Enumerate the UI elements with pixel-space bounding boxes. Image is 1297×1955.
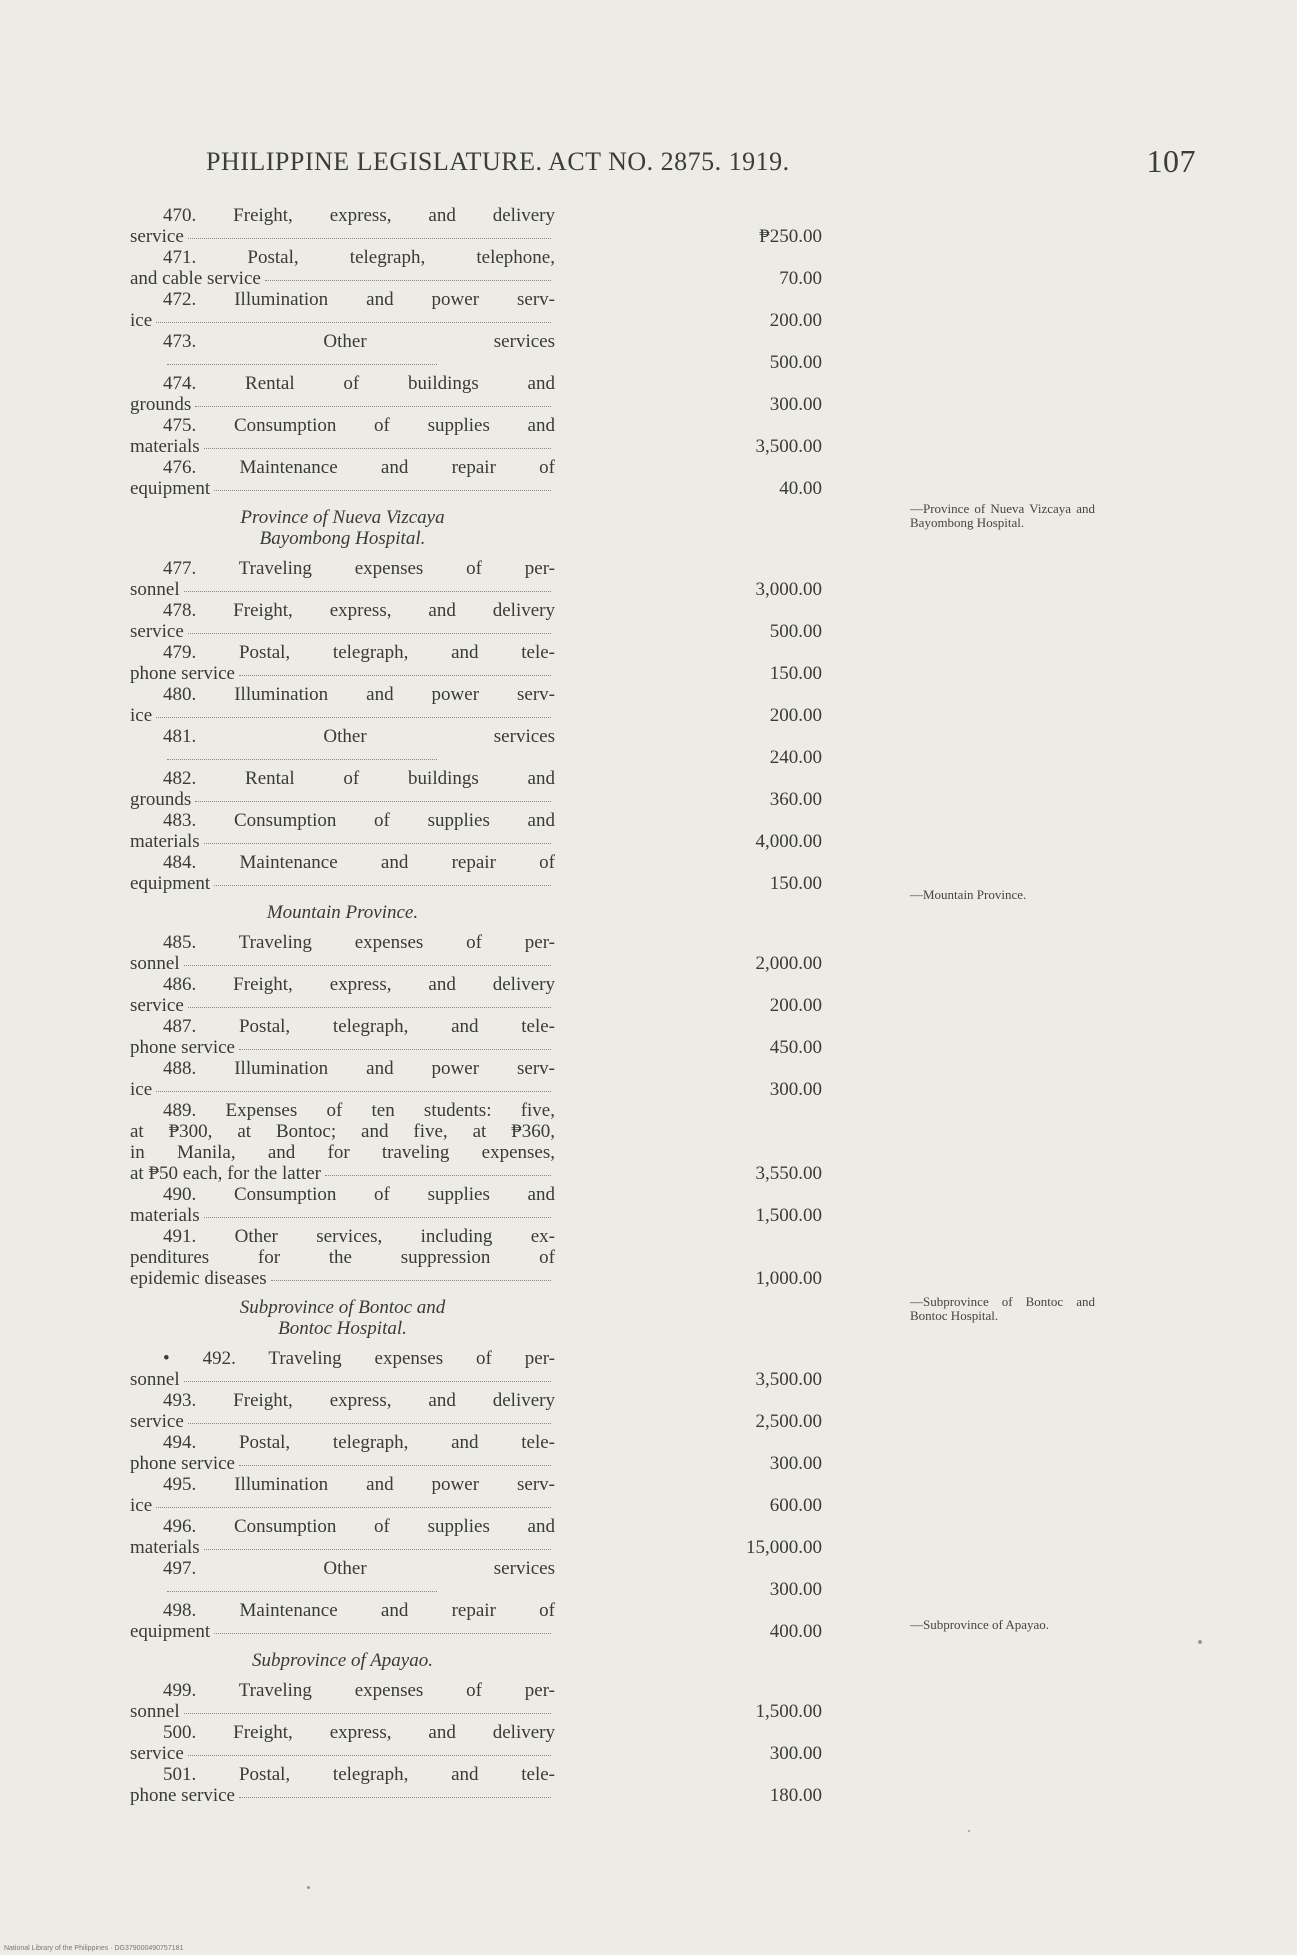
item-line [130,1764,555,1785]
item-line [130,247,555,268]
item-line-text: 479. Postal, telegraph, and tele- [163,642,555,663]
item-line [130,684,555,705]
item-amount: 150.00 [769,663,822,684]
item-line [130,558,555,579]
item-line [130,1495,555,1516]
appropriation-item [130,1558,830,1600]
section-heading-line: Province of Nueva Vizcaya [240,507,445,528]
item-amount: 2,500.00 [755,1411,822,1432]
item-line [130,705,555,726]
item-line-text: ice [130,705,153,726]
section-heading-line: Mountain Province. [266,902,419,923]
appropriation-item [130,1348,830,1390]
item-line-text: 487. Postal, telegraph, and tele- [163,1016,555,1037]
item-line-text: 473. Other services [163,331,555,352]
item-line-text: equipment [130,1621,211,1642]
item-description [130,1058,555,1100]
item-amount: 70.00 [779,268,822,289]
dot-leader [184,1713,551,1714]
item-line-text: 476. Maintenance and repair of [163,457,555,478]
item-line [130,579,555,600]
item-line-text: ice [130,1495,153,1516]
item-line [130,1037,555,1058]
item-line [130,932,555,953]
item-line-text: in Manila, and for traveling expenses, [130,1142,555,1163]
item-amount: 300.00 [769,1453,822,1474]
appropriation-item [130,1680,830,1722]
item-amount: 300.00 [769,1743,822,1764]
dot-leader [167,1591,437,1592]
appropriation-item [130,1764,830,1806]
item-line-text: service [130,995,184,1016]
item-description [130,1600,555,1642]
item-line [130,789,555,810]
item-description [130,684,555,726]
item-description [130,1348,555,1390]
appropriation-item [130,1390,830,1432]
item-amount: 3,500.00 [755,1369,822,1390]
item-line [130,974,555,995]
dot-leader [195,406,551,407]
item-line-text: 478. Freight, express, and delivery [163,600,555,621]
item-line-text: sonnel [130,1701,180,1722]
dot-leader [156,322,551,323]
item-line [130,1247,555,1268]
item-line [130,852,555,873]
item-line [130,415,555,436]
item-description [130,1764,555,1806]
running-header [206,143,1196,183]
item-line-text: materials [130,1205,200,1226]
item-line [130,457,555,478]
item-line [130,642,555,663]
item-description [130,642,555,684]
item-amount: 450.00 [769,1037,822,1058]
appropriation-item [130,205,830,247]
item-line-text: equipment [130,478,211,499]
item-line-text: grounds [130,394,192,415]
item-line [130,600,555,621]
item-line [130,1016,555,1037]
item-line-text: 486. Freight, express, and delivery [163,974,555,995]
item-line-text: service [130,621,184,642]
item-line [130,1142,555,1163]
item-description [130,600,555,642]
item-line-text: 498. Maintenance and repair of [163,1600,555,1621]
item-line-text: phone service [130,663,235,684]
item-description [130,810,555,852]
item-description [130,768,555,810]
item-description [130,1390,555,1432]
item-line-text: 484. Maintenance and repair of [163,852,555,873]
appropriation-item [130,1016,830,1058]
marginal-note-nueva-vizcaya: —Province of Nueva Vizcaya and Bayombong Hospital. [910,501,1095,530]
item-line [130,1205,555,1226]
item-line [130,1600,555,1621]
item-amount: 2,000.00 [755,953,822,974]
dot-leader [184,1381,551,1382]
item-line [130,1369,555,1390]
appropriation-items [130,205,1110,1806]
item-line-text: 477. Traveling expenses of per- [163,558,555,579]
item-line-text: materials [130,1537,200,1558]
dot-leader [204,843,551,844]
header-title: PHILIPPINE LEGISLATURE. ACT NO. 2875. 1919. [206,147,790,176]
item-line-text: 493. Freight, express, and delivery [163,1390,555,1411]
dot-leader [239,1797,551,1798]
appropriation-item [130,1432,830,1474]
item-line-text: 470. Freight, express, and delivery [163,205,555,226]
dot-leader [156,717,551,718]
section-heading-line: Subprovince of Bontoc and [239,1297,446,1318]
dot-leader [184,591,551,592]
item-line [130,1121,555,1142]
marginal-note-mountain-province: —Mountain Province. [910,887,1027,902]
dot-leader [195,801,551,802]
item-description [130,932,555,974]
scan-footer: National Library of the Philippines · DG379000490757181 [4,1945,184,1952]
appropriation-item [130,1100,830,1184]
item-line-text: 494. Postal, telegraph, and tele- [163,1432,555,1453]
appropriation-item [130,1722,830,1764]
item-amount: 360.00 [769,789,822,810]
item-line-text: sonnel [130,1369,180,1390]
dot-leader [156,1507,551,1508]
item-amount: 600.00 [769,1495,822,1516]
appropriation-item [130,1184,830,1226]
item-line-text: 500. Freight, express, and delivery [163,1722,555,1743]
item-amount: 1,000.00 [755,1268,822,1289]
item-line-text: materials [130,831,200,852]
item-line [130,1100,555,1121]
item-line-text: 482. Rental of buildings and [163,768,555,789]
appropriation-item [130,1516,830,1558]
appropriation-item [130,642,830,684]
section-heading [130,1289,555,1348]
section-heading [130,894,555,932]
page-number: 107 [1146,143,1196,179]
item-amount: ₱250.00 [759,226,822,247]
item-line-text: 475. Consumption of supplies and [163,415,555,436]
item-description [130,289,555,331]
item-line-text: phone service [130,1037,235,1058]
item-line-text: penditures for the suppression of [130,1247,555,1268]
item-line [130,1558,555,1600]
item-line [130,205,555,226]
dot-leader [271,1280,551,1281]
item-line-text: 474. Rental of buildings and [163,373,555,394]
item-amount: 200.00 [769,310,822,331]
item-line [130,1348,555,1369]
item-line-text: 483. Consumption of supplies and [163,810,555,831]
dot-leader [167,759,437,760]
item-description [130,1516,555,1558]
item-line [130,310,555,331]
item-line [130,1268,555,1289]
item-line [130,1079,555,1100]
item-line-text: equipment [130,873,211,894]
item-amount: 1,500.00 [755,1205,822,1226]
item-line [130,1474,555,1495]
item-line [130,810,555,831]
item-description [130,205,555,247]
item-line-text: sonnel [130,579,180,600]
item-amount: 3,500.00 [755,436,822,457]
item-line [130,1184,555,1205]
item-line [130,289,555,310]
dot-leader [167,364,437,365]
dot-leader [156,1091,551,1092]
item-description [130,1680,555,1722]
item-line-text: ice [130,310,153,331]
item-line [130,726,555,768]
item-description [130,1100,555,1184]
marginal-note-apayao: —Subprovince of Apayao. [910,1617,1050,1632]
item-line [130,394,555,415]
item-amount: 40.00 [779,478,822,499]
paper-speck [307,1886,310,1889]
item-description [130,558,555,600]
item-line [130,1163,555,1184]
item-line [130,1621,555,1642]
appropriation-item [130,726,830,768]
item-amount: 200.00 [769,995,822,1016]
item-line-text: 472. Illumination and power serv- [163,289,555,310]
item-line-text: 481. Other services [163,726,555,747]
dot-leader [325,1175,551,1176]
item-line-text: at ₱300, at Bontoc; and five, at ₱360, [130,1121,555,1142]
item-line-text: phone service [130,1453,235,1474]
item-description [130,852,555,894]
item-description [130,415,555,457]
item-line [130,268,555,289]
item-line [130,621,555,642]
item-description [130,1016,555,1058]
item-line-text: 485. Traveling expenses of per- [163,932,555,953]
item-line-text: • 492. Traveling expenses of per- [163,1348,555,1369]
appropriation-item [130,415,830,457]
item-amount: 15,000.00 [746,1537,822,1558]
item-description [130,1474,555,1516]
item-line [130,1785,555,1806]
appropriation-item [130,852,830,894]
appropriation-item [130,1058,830,1100]
item-line-text: 495. Illumination and power serv- [163,1474,555,1495]
item-line [130,1701,555,1722]
appropriation-item [130,247,830,289]
dot-leader [204,1217,551,1218]
dot-leader [214,885,551,886]
item-description [130,1184,555,1226]
item-line [130,995,555,1016]
appropriation-item [130,1474,830,1516]
dot-leader [188,1755,551,1756]
item-line [130,1680,555,1701]
section-heading [130,1642,555,1680]
item-amount: 4,000.00 [755,831,822,852]
appropriation-item [130,1226,830,1289]
item-line-text: 497. Other services [163,1558,555,1579]
item-line-text: 499. Traveling expenses of per- [163,1680,555,1701]
item-amount: 3,000.00 [755,579,822,600]
item-line [130,873,555,894]
section-heading-line: Subprovince of Apayao. [252,1650,433,1671]
item-line [130,373,555,394]
item-description [130,974,555,1016]
dot-leader [188,633,551,634]
item-description [130,726,555,768]
item-description [130,1722,555,1764]
item-amount: 150.00 [769,873,822,894]
item-line-text: 490. Consumption of supplies and [163,1184,555,1205]
item-description [130,1432,555,1474]
section-heading [130,499,555,558]
item-line-text: materials [130,436,200,457]
item-line [130,1058,555,1079]
appropriation-item [130,289,830,331]
appropriation-item [130,1600,830,1642]
appropriation-item [130,974,830,1016]
item-amount: 300.00 [769,1579,822,1600]
item-line-text: 491. Other services, including ex- [163,1226,555,1247]
item-amount: 300.00 [769,1079,822,1100]
item-line [130,478,555,499]
item-line-text: 501. Postal, telegraph, and tele- [163,1764,555,1785]
dot-leader [239,675,551,676]
item-line [130,1411,555,1432]
dot-leader [188,238,551,239]
item-amount: 400.00 [769,1621,822,1642]
item-line [130,1453,555,1474]
item-amount: 1,500.00 [755,1701,822,1722]
marginal-note-bontoc: —Subprovince of Bontoc and Bontoc Hospital. [910,1294,1095,1323]
item-amount: 500.00 [769,621,822,642]
item-description [130,247,555,289]
dot-leader [184,965,551,966]
item-line [130,1743,555,1764]
dot-leader [188,1423,551,1424]
item-line-text: epidemic diseases [130,1268,267,1289]
item-line-text: service [130,1411,184,1432]
appropriation-item [130,373,830,415]
item-line [130,663,555,684]
dot-leader [239,1049,551,1050]
item-line-text: 489. Expenses of ten students: five, [163,1100,555,1121]
item-line [130,1390,555,1411]
item-line-text: sonnel [130,953,180,974]
appropriation-item [130,684,830,726]
appropriation-item [130,810,830,852]
item-description [130,1558,555,1600]
paper-speck [968,1830,970,1832]
dot-leader [204,1549,551,1550]
item-line-text: 488. Illumination and power serv- [163,1058,555,1079]
item-line [130,1226,555,1247]
appropriation-item [130,600,830,642]
item-amount: 180.00 [769,1785,822,1806]
appropriation-item [130,457,830,499]
item-line [130,1722,555,1743]
item-amount: 500.00 [769,352,822,373]
item-description [130,457,555,499]
item-line [130,768,555,789]
item-line-text: ice [130,1079,153,1100]
appropriation-item [130,331,830,373]
section-heading-line: Bontoc Hospital. [278,1318,407,1339]
appropriation-item [130,558,830,600]
item-line [130,1516,555,1537]
appropriation-item [130,932,830,974]
item-description [130,373,555,415]
dot-leader [239,1465,551,1466]
paper-speck [1198,1640,1202,1644]
appropriation-item [130,768,830,810]
item-line [130,436,555,457]
item-line [130,331,555,373]
item-line-text: grounds [130,789,192,810]
item-description [130,1226,555,1289]
item-line-text: service [130,1743,184,1764]
dot-leader [214,490,551,491]
item-line-text: 496. Consumption of supplies and [163,1516,555,1537]
item-amount: 3,550.00 [755,1163,822,1184]
item-line [130,831,555,852]
dot-leader [265,280,551,281]
item-line [130,226,555,247]
dot-leader [204,448,551,449]
item-line-text: and cable service [130,268,261,289]
dot-leader [188,1007,551,1008]
section-heading-line: Bayombong Hospital. [259,528,426,549]
dot-leader [214,1633,551,1634]
item-line-text: at ₱50 each, for the latter [130,1163,321,1184]
item-line-text: phone service [130,1785,235,1806]
item-line [130,1537,555,1558]
item-line-text: service [130,226,184,247]
item-line-text: 480. Illumination and power serv- [163,684,555,705]
item-amount: 240.00 [769,747,822,768]
item-amount: 300.00 [769,394,822,415]
item-line [130,953,555,974]
item-line-text: 471. Postal, telegraph, telephone, [163,247,555,268]
item-amount: 200.00 [769,705,822,726]
item-line [130,1432,555,1453]
item-description [130,331,555,373]
